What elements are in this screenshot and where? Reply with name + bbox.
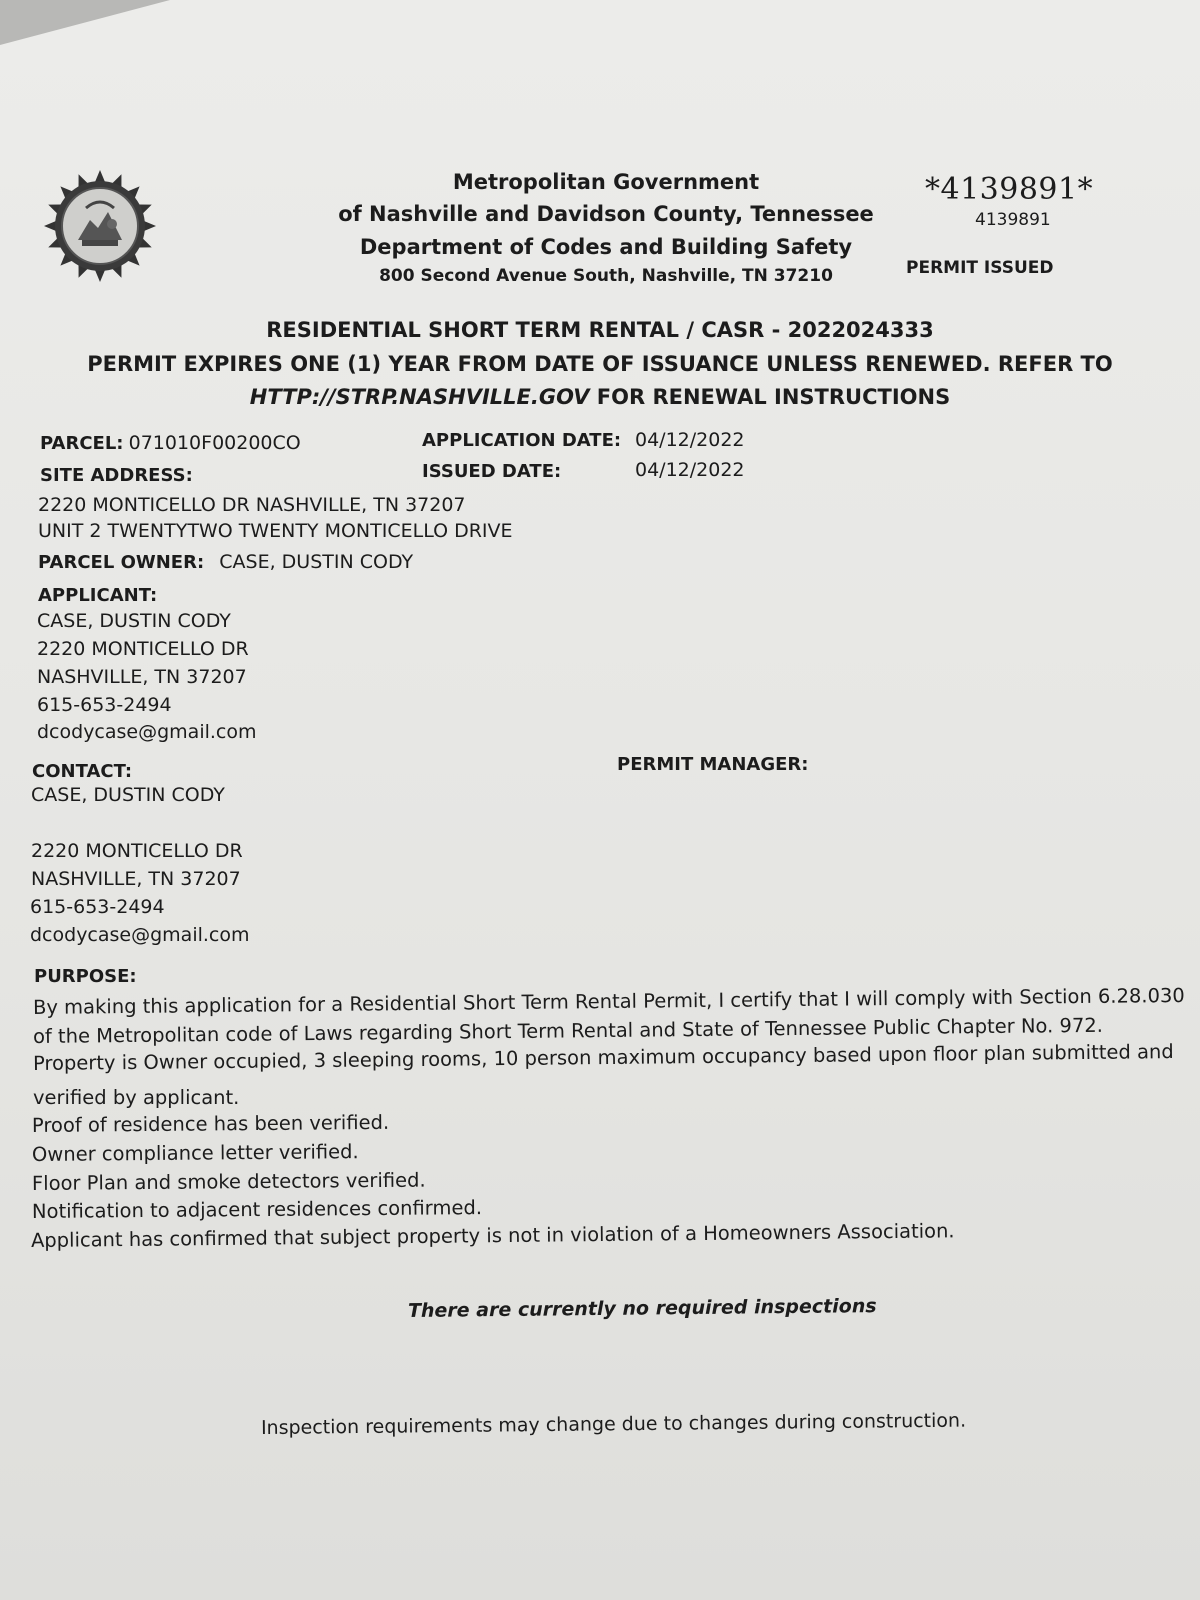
expiry-notice: PERMIT EXPIRES ONE (1) YEAR FROM DATE OF ISSUANCE UNLESS RENEWED. REFER TO bbox=[87, 352, 1113, 376]
renewal-text: FOR RENEWAL INSTRUCTIONS bbox=[589, 385, 951, 409]
applicant-label: APPLICANT: bbox=[38, 585, 158, 606]
contact-phone: 615-653-2494 bbox=[30, 896, 165, 918]
purpose-line: By making this application for a Residential Short Term Rental Permit, I certify that I will comply with Section 6.28.030 bbox=[32, 983, 1185, 1019]
purpose-line: Property is Owner occupied, 3 sleeping rooms, 10 person maximum occupancy based upon floor plan submitted and bbox=[32, 1040, 1174, 1075]
purpose-line: Notification to adjacent residences confirmed. bbox=[31, 1196, 483, 1223]
department-name: Department of Codes and Building Safety bbox=[359, 235, 853, 259]
renewal-instructions bbox=[0, 385, 1200, 409]
page-corner-shadow bbox=[0, 0, 170, 45]
parcel-row bbox=[40, 432, 301, 454]
parcel-owner-value: CASE, DUSTIN CODY bbox=[219, 551, 414, 573]
site-address-line2: UNIT 2 TWENTYTWO TWENTY MONTICELLO DRIVE bbox=[38, 520, 513, 542]
applicant-street: 2220 MONTICELLO DR bbox=[37, 638, 249, 660]
permit-title: RESIDENTIAL SHORT TERM RENTAL / CASR - 2022024333 bbox=[266, 318, 934, 342]
contact-label: CONTACT: bbox=[32, 761, 133, 782]
application-date-value: 04/12/2022 bbox=[635, 429, 745, 451]
applicant-phone: 615-653-2494 bbox=[37, 694, 172, 716]
application-date-label: APPLICATION DATE: bbox=[422, 430, 622, 451]
purpose-line: Floor Plan and smoke detectors verified. bbox=[31, 1168, 426, 1195]
inspection-change-note: Inspection requirements may change due to changes during construction. bbox=[260, 1409, 967, 1439]
issued-date-value: 04/12/2022 bbox=[635, 459, 745, 481]
permit-status: PERMIT ISSUED bbox=[906, 258, 1054, 278]
applicant-email: dcodycase@gmail.com bbox=[37, 721, 257, 743]
parcel-owner-row bbox=[38, 551, 413, 573]
metro-seal-icon bbox=[42, 168, 158, 284]
permit-barcode: *4139891* bbox=[925, 172, 1094, 207]
site-address-label: SITE ADDRESS: bbox=[40, 465, 193, 486]
org-name-line1: Metropolitan Government bbox=[452, 170, 760, 194]
contact-email: dcodycase@gmail.com bbox=[30, 924, 250, 946]
site-address-line1: 2220 MONTICELLO DR NASHVILLE, TN 37207 bbox=[38, 494, 466, 516]
applicant-name: CASE, DUSTIN CODY bbox=[37, 610, 231, 632]
parcel-label: PARCEL: bbox=[40, 433, 124, 454]
parcel-owner-label: PARCEL OWNER: bbox=[38, 552, 205, 573]
purpose-line: Applicant has confirmed that subject property is not in violation of a Homeowners Association. bbox=[30, 1219, 955, 1252]
issued-date-label: ISSUED DATE: bbox=[422, 461, 562, 482]
permit-manager-label: PERMIT MANAGER: bbox=[617, 754, 809, 775]
inspections-note: There are currently no required inspections bbox=[407, 1295, 877, 1322]
org-name-line2: of Nashville and Davidson County, Tennessee bbox=[338, 202, 874, 226]
purpose-line: Proof of residence has been verified. bbox=[31, 1110, 390, 1137]
applicant-city: NASHVILLE, TN 37207 bbox=[37, 666, 247, 688]
permit-number: 4139891 bbox=[975, 210, 1051, 230]
contact-name: CASE, DUSTIN CODY bbox=[31, 784, 225, 806]
contact-city: NASHVILLE, TN 37207 bbox=[31, 868, 241, 890]
parcel-value: 071010F00200CO bbox=[128, 432, 301, 454]
department-address: 800 Second Avenue South, Nashville, TN 37210 bbox=[379, 266, 833, 286]
renewal-url[interactable]: HTTP://STRP.NASHVILLE.GOV bbox=[249, 385, 590, 409]
purpose-line: Owner compliance letter verified. bbox=[31, 1140, 359, 1166]
contact-street: 2220 MONTICELLO DR bbox=[31, 840, 243, 862]
purpose-line: of the Metropolitan code of Laws regarding Short Term Rental and State of Tennessee Public Chapter No. 972. bbox=[32, 1013, 1104, 1048]
purpose-line: verified by applicant. bbox=[33, 1086, 240, 1109]
purpose-label: PURPOSE: bbox=[34, 966, 137, 987]
